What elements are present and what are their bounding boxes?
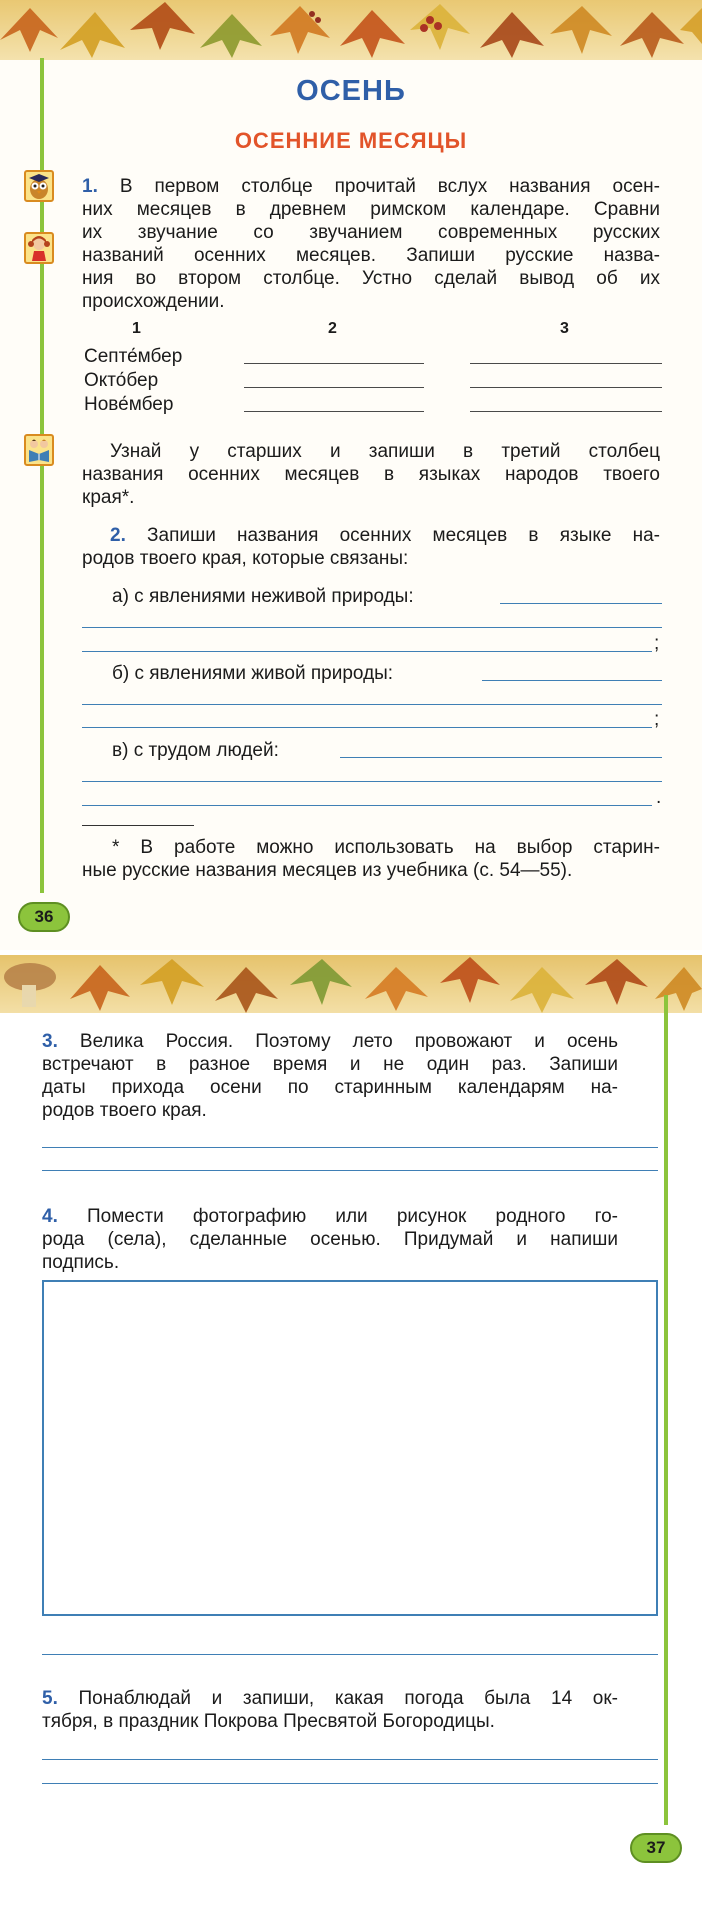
- task-2-number: 2.: [110, 525, 126, 546]
- answer-line[interactable]: [470, 387, 662, 388]
- page-number: 37: [630, 1833, 682, 1863]
- task-1-line-4: названий осенних месяцев. Запиши русские назва-: [82, 245, 660, 266]
- answer-line[interactable]: [340, 757, 662, 758]
- footnote-line-1: * В работе можно использовать на выбор старин-: [112, 837, 660, 858]
- task-3-line-4: родов твоего края.: [42, 1100, 207, 1121]
- task-5-number: 5.: [42, 1688, 58, 1709]
- task-4-line-1: 4. Помести фотографию или рисунок родного го-: [42, 1206, 618, 1227]
- answer-line[interactable]: [42, 1759, 658, 1760]
- task-3-line-1: 3. Велика Россия. Поэтому лето провожают и осень: [42, 1031, 618, 1052]
- task-1-line-6: происхождении.: [82, 291, 225, 312]
- task-1-extra-line-1: Узнай у старших и запиши в третий столбец: [110, 441, 660, 462]
- autumn-leaves-banner: [0, 0, 702, 60]
- caption-line[interactable]: [42, 1654, 658, 1655]
- answer-line[interactable]: [244, 363, 424, 364]
- task-3-number: 3.: [42, 1031, 58, 1052]
- task-2-line-1: 2. Запиши названия осенних месяцев в языке на-: [110, 525, 660, 546]
- task-4-line-2: рода (села), сделанные осенью. Придумай и напиши: [42, 1229, 618, 1250]
- month-september: Септе́мбер: [84, 346, 183, 367]
- answer-line[interactable]: [42, 1783, 658, 1784]
- task-3-line-2: встречают в разное время и не один раз. Запиши: [42, 1054, 618, 1075]
- answer-line[interactable]: [482, 680, 662, 681]
- girl-icon: [24, 232, 54, 264]
- task-2-item-b: б) с явлениями живой природы:: [112, 663, 394, 684]
- task-4-number: 4.: [42, 1206, 58, 1227]
- margin-rule: [664, 995, 668, 1825]
- page-title: ОСЕНЬ: [296, 75, 406, 107]
- task-1-extra-line-3: края*.: [82, 487, 135, 508]
- answer-line[interactable]: [470, 363, 662, 364]
- line-end-semicolon: ;: [654, 633, 660, 654]
- task-1-number: 1.: [82, 176, 98, 197]
- photo-frame[interactable]: [42, 1280, 658, 1616]
- answer-line[interactable]: [470, 411, 662, 412]
- column-2-header: 2: [328, 320, 337, 337]
- owl-scholar-icon: [24, 170, 54, 202]
- column-3-header: 3: [560, 320, 569, 337]
- task-1-line-5: ния во втором столбце. Устно сделай вывод об их: [82, 268, 660, 289]
- column-1-header: 1: [132, 320, 141, 337]
- task-2-item-c: в) с трудом людей:: [112, 740, 279, 761]
- line-end-period: .: [656, 787, 662, 808]
- page-37: [0, 955, 702, 1909]
- page-36: [0, 0, 702, 950]
- month-october: Окто́бер: [84, 370, 159, 391]
- task-3-line-3: даты прихода осени по старинным календарям на-: [42, 1077, 618, 1098]
- task-5-line-1: 5. Понаблюдай и запиши, какая погода была 14 ок-: [42, 1688, 618, 1709]
- autumn-leaves-banner: [0, 955, 702, 1013]
- footnote-line-2: ные русские названия месяцев из учебника (с. 54—55).: [82, 860, 573, 881]
- task-4-line-3: подпись.: [42, 1252, 120, 1273]
- answer-line[interactable]: [82, 651, 652, 652]
- answer-line[interactable]: [82, 781, 662, 782]
- answer-line[interactable]: [82, 704, 662, 705]
- page-number: 36: [18, 902, 70, 932]
- task-1-extra-line-2: названия осенних месяцев в языках народов твоего: [82, 464, 660, 485]
- answer-line[interactable]: [42, 1147, 658, 1148]
- task-1-line-2: них месяцев в древнем римском календаре. Сравни: [82, 199, 660, 220]
- task-2-line-2: родов твоего края, которые связаны:: [82, 548, 409, 569]
- footnote-rule: [82, 825, 194, 826]
- task-1-line-1: 1. В первом столбце прочитай вслух названия осен-: [82, 176, 660, 197]
- line-end-semicolon: ;: [654, 709, 660, 730]
- page-subtitle: ОСЕННИЕ МЕСЯЦЫ: [234, 128, 468, 153]
- answer-line[interactable]: [82, 727, 652, 728]
- answer-line[interactable]: [82, 627, 662, 628]
- task-1-line-3: их звучание со звучанием современных русских: [82, 222, 660, 243]
- answer-line[interactable]: [42, 1170, 658, 1171]
- task-2-item-a: а) с явлениями неживой природы:: [112, 586, 414, 607]
- answer-line[interactable]: [500, 603, 662, 604]
- month-november: Нове́мбер: [84, 394, 174, 415]
- answer-line[interactable]: [244, 387, 424, 388]
- answer-line[interactable]: [244, 411, 424, 412]
- task-5-line-2: тября, в праздник Покрова Пресвятой Богородицы.: [42, 1711, 495, 1732]
- children-reading-icon: [24, 434, 54, 466]
- answer-line[interactable]: [82, 805, 652, 806]
